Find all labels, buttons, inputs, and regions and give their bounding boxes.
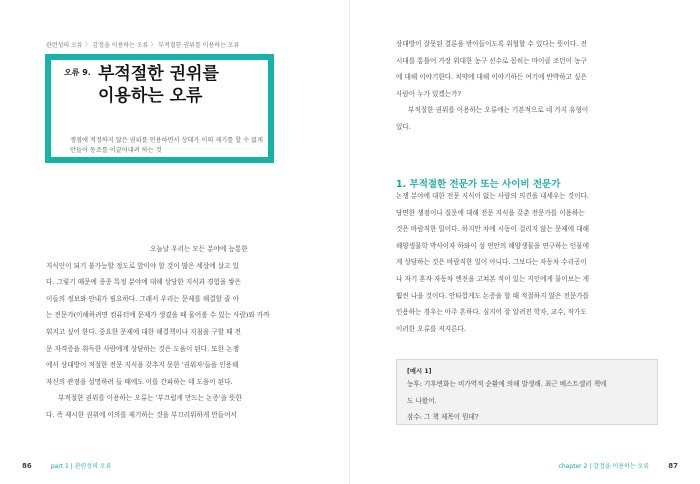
text-line: 상대방이 잘못된 결론을 받아들이도록 위협할 수 있다는 뜻이다. 전 xyxy=(396,40,587,48)
chapter-title-box xyxy=(45,54,274,163)
chapter-title xyxy=(98,63,268,107)
page-number: 87 xyxy=(668,462,678,470)
right-body-text xyxy=(396,36,656,136)
text-line: 훨씬 나을 것이다. 안타깝게도 논증을 할 때 적절하지 않은 전문가를 xyxy=(396,291,589,300)
text-line: 부적절한 권위를 이용하는 오류는 '부끄럽게 만드는 논증'을 뜻한 xyxy=(58,394,242,403)
text-line: 워지고 싶어 한다. 중요한 문제에 대한 해결책이나 지침을 구할 때 전 xyxy=(46,327,242,336)
text-line: 게 상담하는 것은 바람직한 일이 아니다. 그보다는 자동차 수리공이 xyxy=(396,258,587,267)
text-line: 시대를 통틀어 가장 위대한 농구 선수로 꼽히는 마이클 조던이 농구 xyxy=(396,56,587,65)
breadcrumb: 관련성의 오류 〉 감정을 이용하는 오류 〉 부적절한 권위를 이용하는 오류 xyxy=(46,42,240,49)
example-line: 농후: 기후변화는 비가역적 순환에 의해 발생해. 최근 베스트셀러 책에 xyxy=(407,380,607,388)
text-line: 문 자격증을 취득한 사람에게 상담하는 것은 도움이 된다. 또한 논쟁 xyxy=(46,344,239,353)
page-number: 86 xyxy=(22,462,32,470)
example-box xyxy=(396,359,658,425)
left-footer xyxy=(22,453,111,472)
text-line: 자신의 관점을 설명하려 들 때에도 이를 간파하는 데 도움이 된다. xyxy=(46,377,233,386)
example-line: 도 나왔어. xyxy=(407,396,437,405)
text-line: 있다. xyxy=(396,122,411,131)
text-line: 지식인이 되기 불가능할 정도로 앞이야 할 것이 많은 세상에 살고 있 xyxy=(46,261,239,270)
running-head: part 1 | 관련성의 오류 xyxy=(50,463,112,470)
text-line: 것은 바람직한 일이다. 하지만 차에 시동이 걸리지 않는 문제에 대해 xyxy=(396,225,589,234)
example-line: 잠수: 그 책 제목이 뭔데? xyxy=(407,413,479,421)
summary-line: 쟁점에 적정하지 않은 권위를 인용하면서 상대가 이의 제기를 할 수 없게 xyxy=(70,137,264,144)
text-line: 사람이 누가 있겠는가? xyxy=(396,89,462,98)
text-line: 당면한 쟁점이나 질문에 대해 전문 지식을 갖춘 전문가를 이용하는 xyxy=(396,208,585,217)
running-head: chapter 2 | 감정을 이용하는 오류 xyxy=(558,463,650,470)
text-line: 오늘날 우리는 모든 분야에 능통한 xyxy=(150,245,248,253)
text-line: 나 자기 혼자 자동차 엔진을 고쳐본 적이 있는 지인에게 물어보는 게 xyxy=(396,274,589,283)
chapter-title-line: 부적절한 권위를 xyxy=(98,64,219,84)
text-line: 이러한 오류를 저지른다. xyxy=(396,324,466,333)
text-line: 논쟁 분야에 대한 전문 지식이 없는 사람의 의견을 내세우는 것이다. xyxy=(396,192,589,200)
left-body-text xyxy=(46,241,305,424)
section-heading: 1. 부적절한 전문가 또는 사이비 전문가 xyxy=(396,179,561,190)
text-line: 이들의 정보와 안내가 필요하다. 그래서 우리는 문제를 해결할 줄 아 xyxy=(46,294,239,303)
text-line: 다. 즉 제시한 권위에 이의를 제기하는 것을 부끄러워하게 만들어서 xyxy=(46,410,237,419)
text-line: 에 대해 이야기한다. 치약에 대해 이야기하든 여기에 반박하고 싶은 xyxy=(396,73,587,82)
text-line: 인용하는 경우는 아주 흔하다. 심지어 잘 알려진 학자, 교수, 작가도 xyxy=(396,308,587,317)
chapter-tag: 오류 9. xyxy=(64,68,91,77)
example-text xyxy=(407,376,651,426)
section-body-text xyxy=(396,188,656,337)
text-line: 다. 그렇기 때문에 종종 특정 분야에 대해 상당한 지식과 경험을 쌓은 xyxy=(46,278,242,287)
text-line: 해양생물학 박사이자 하와이 섬 연안의 해양생물을 연구하는 인물에 xyxy=(396,241,590,250)
text-line: 는 전문가(이해하려면 컴퓨터에 문제가 생겼을 때 물어볼 수 있는 사람)와 가까 xyxy=(46,311,270,320)
chapter-summary xyxy=(70,136,266,156)
right-footer xyxy=(559,453,678,472)
text-line: 부적절한 권위를 이용하는 오류에는 기본적으로 네 가지 유형이 xyxy=(408,106,589,115)
example-label: [예시 1] xyxy=(407,368,432,375)
summary-line: 만들어 동조를 이끌어내려 하는 것 xyxy=(70,147,162,154)
text-line: 에서 상대방이 적절한 전문 지식을 갖추지 못한 '권위자'들을 인용해 xyxy=(46,361,239,370)
chapter-title-line: 이용하는 오류 xyxy=(98,86,203,106)
